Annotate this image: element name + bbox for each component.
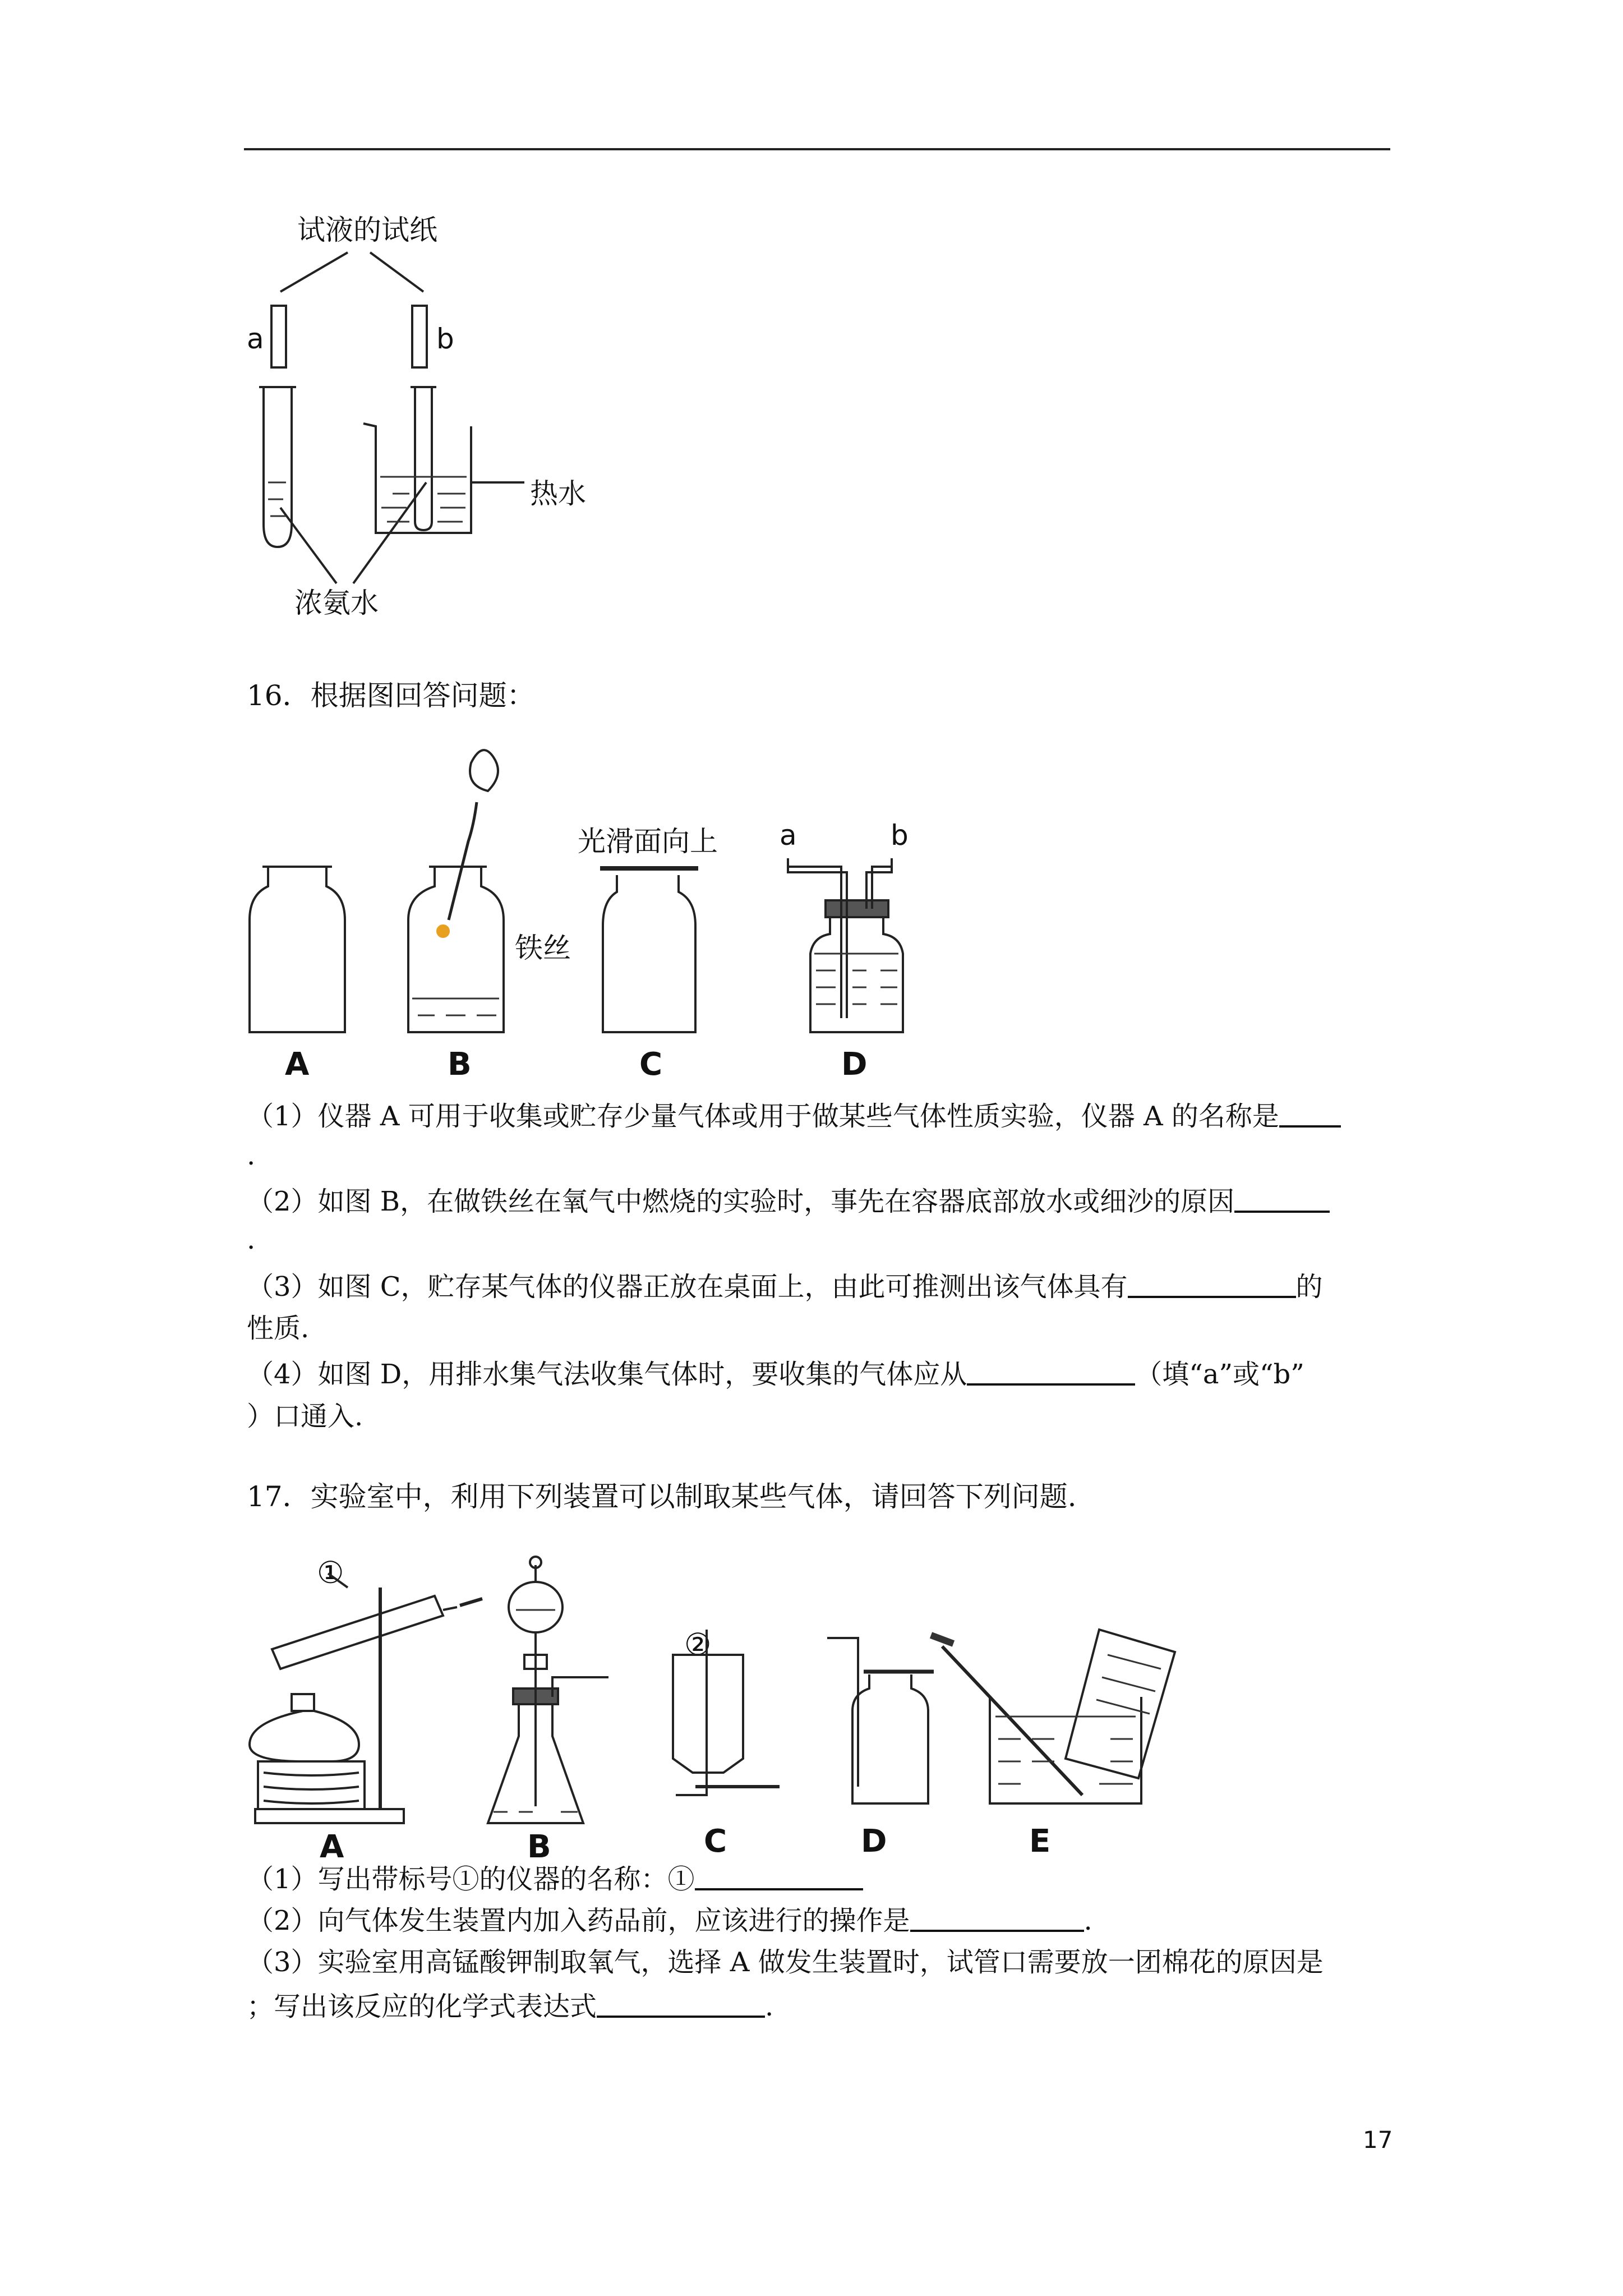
q17-blank-1[interactable] (695, 1861, 863, 1890)
label-hot-water: 热水 (530, 477, 586, 510)
mark-circled-1: ① (317, 1555, 344, 1590)
q16-heading: 16．根据图回答问题： (247, 679, 535, 712)
fig16-letter-a: A (285, 1046, 310, 1083)
page-number: 17 (1363, 2126, 1393, 2154)
q17-part2 (247, 1903, 1092, 1938)
q17-part1 (247, 1861, 863, 1896)
q16-part3-text: （3）如图 C，贮存某气体的仪器正放在桌面上，由此可推测出该气体具有 (247, 1271, 1128, 1303)
fig17-letter-a: A (320, 1829, 344, 1865)
fig16-letter-d: D (841, 1046, 868, 1083)
q17-part3-end: . (765, 1991, 774, 2022)
q16-part1-end: . (247, 1140, 256, 1171)
q17-blank-2[interactable] (910, 1903, 1084, 1932)
q17-part1-text: （1）写出带标号①的仪器的名称：① (247, 1864, 695, 1895)
q17-part2-end: . (1083, 1905, 1092, 1936)
label-a: a (247, 323, 264, 355)
fig17-letter-e: E (1029, 1823, 1051, 1860)
fig17-letter-d: D (861, 1823, 887, 1860)
q16-part4-text: （4）如图 D，用排水集气法收集气体时，要收集的气体应从 (247, 1359, 967, 1390)
label-conc-ammonia: 浓氨水 (294, 587, 379, 619)
q16-part2-text: （2）如图 B，在做铁丝在氧气中燃烧的实验时，事先在容器底部放水或细沙的原因 (247, 1186, 1235, 1217)
q17-part3-cont (247, 1989, 773, 2023)
label-port-a: a (780, 819, 797, 852)
q17-blank-3[interactable] (597, 1989, 765, 2018)
q17-heading: 17．实验室中，利用下列装置可以制取某些气体，请回答下列问题. (247, 1480, 1077, 1513)
mark-circled-2: ② (684, 1627, 712, 1662)
label-b: b (436, 323, 454, 355)
q16-part3-suffix: 的 (1295, 1271, 1323, 1303)
q16-part4-suffix: （填“a”或“b” (1135, 1359, 1304, 1390)
fig17-letter-c: C (704, 1823, 727, 1860)
q16-part1-text: （1）仪器 A 可用于收集或贮存少量气体或用于做某些气体性质实验，仪器 A 的名称是 (247, 1101, 1279, 1132)
label-smooth-side-up: 光滑面向上 (578, 825, 718, 858)
label-test-paper: 试液的试纸 (297, 214, 437, 246)
q16-part2-end: . (247, 1224, 256, 1255)
q17-part3-text: ；写出该反应的化学式表达式 (247, 1991, 597, 2022)
q16-part4-cont: ）口通入. (247, 1401, 363, 1432)
fig16-letter-b: B (448, 1046, 472, 1083)
q16-part3-cont: 性质. (247, 1313, 310, 1344)
q17-part2-text: （2）向气体发生装置内加入药品前，应该进行的操作是 (247, 1905, 910, 1936)
fig17-letter-b: B (527, 1829, 551, 1865)
label-port-b: b (891, 819, 909, 852)
label-iron-wire: 铁丝 (515, 932, 571, 964)
q17-part3: （3）实验室用高锰酸钾制取氧气，选择 A 做发生装置时，试管口需要放一团棉花的原因是 (247, 1947, 1324, 1978)
fig16-letter-c: C (639, 1046, 663, 1083)
